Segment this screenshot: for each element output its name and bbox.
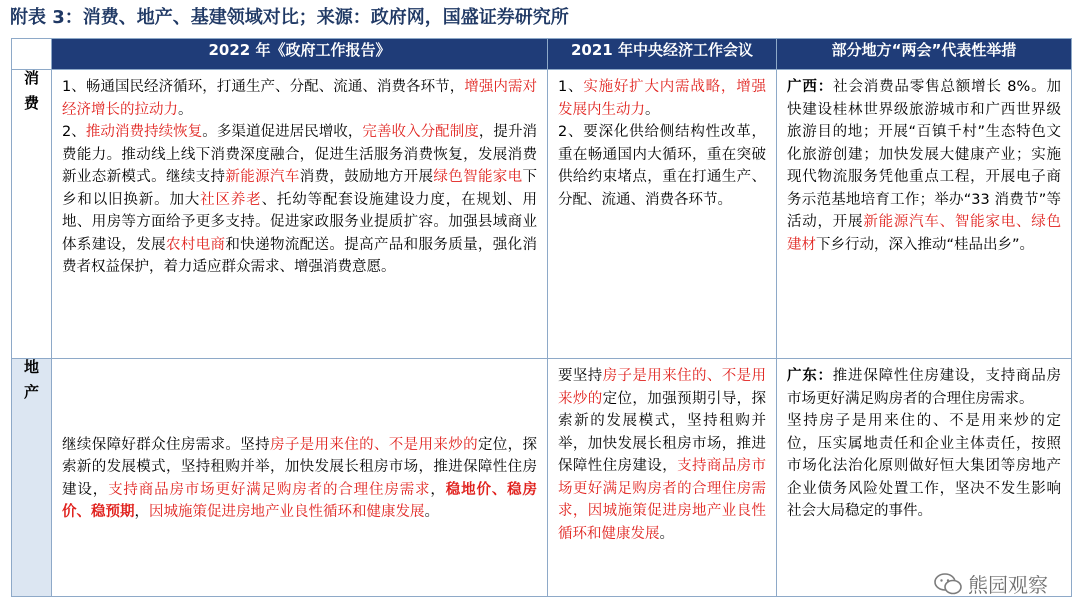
paragraph: [62, 76, 537, 121]
text-run: 推动消费持续恢复: [85, 124, 203, 140]
text-run: 支持商品房市场更好满足购房者的合理住房需求，因城施策促进房地产业良性循环和健康发展: [558, 458, 767, 542]
text-run: 农村电商: [165, 236, 226, 253]
paragraph: [558, 365, 766, 545]
table-row: [12, 70, 1072, 359]
header-cewc: 2021 年中央经济工作会议: [548, 39, 777, 70]
text-run: 房子是用来住的、不是用来炒的: [558, 368, 767, 407]
text-run: 广东：: [787, 368, 833, 384]
text-run: 社区养老: [200, 191, 262, 208]
text-run: 2、: [62, 124, 86, 140]
text-run: 因城施策促进房地产业良性循环和健康发展: [149, 504, 425, 520]
watermark-text: 熊园观察: [968, 573, 1048, 597]
text-run: 完善收入分配制度: [362, 124, 479, 140]
cell-consumption-gov-report: [52, 70, 548, 359]
text-run: 坚持房子是用来住的、不是用来炒的定位，压实属地责任和企业主体责任，按照市场化法治化原则做好恒大集团等房地产企业债务风险处置工作，坚决不发生影响社会大局稳定的事件。: [787, 413, 1061, 519]
text-run: 新能源汽车: [225, 169, 300, 185]
cell-consumption-cewc: [548, 70, 777, 359]
paragraph: [558, 121, 766, 211]
text-run: 1、畅通国民经济循环，打通生产、分配、流通、消费各环节，: [62, 79, 465, 95]
paragraph: [62, 434, 537, 524]
text-run: 实施好扩大内需战略，增强发展内生动力: [558, 79, 766, 118]
text-run: ，: [134, 504, 149, 520]
text-run: 下乡行动，深入推动“桂品出乡”。: [816, 236, 1035, 253]
text-run: 继续保障好群众住房需求。坚持: [62, 436, 270, 453]
cell-consumption-local: [777, 70, 1072, 359]
text-run: 要坚持: [558, 368, 603, 384]
text-run: 。: [645, 101, 660, 118]
text-run: 。多渠道促进居民增收，: [202, 124, 363, 140]
text-run: 。: [424, 504, 439, 520]
row-label-consumption: 消费: [12, 70, 52, 359]
row-label-property: 地产: [12, 359, 52, 597]
text-run: 稳地价、稳房价、稳预期: [62, 481, 538, 520]
paragraph: [558, 76, 766, 121]
cell-property-gov-report: [52, 359, 548, 597]
text-run: 支持商品房市场更好满足购房者的合理住房需求: [108, 481, 431, 498]
text-run: 定位，探索新的发展模式，坚持租购并举，加快发展长租房市场，推进保障性住房建设，: [62, 436, 538, 498]
text-run: 广西：: [787, 79, 834, 95]
text-run: 定位，加强预期引导，探索新的发展模式，坚持租购并举，加快发展长租房市场，推进保障性住房建设，: [558, 390, 767, 474]
text-run: 。: [178, 101, 193, 118]
text-run: 、托幼等配套设施建设力度，在规划、用地、用房等方面给予更多支持。促进家政服务业提质扩容。加强县域商业体系建设，发展: [62, 191, 538, 253]
paragraph: [787, 76, 1061, 256]
text-run: ，: [430, 481, 446, 498]
header-local: 部分地方“两会”代表性举措: [777, 39, 1072, 70]
table-title: 附表 3：消费、地产、基建领域对比；来源：政府网，国盛证券研究所: [10, 7, 569, 28]
text-run: 增强内需对经济增长的拉动力: [62, 79, 538, 118]
paragraph: [787, 410, 1061, 523]
paragraph: [787, 365, 1061, 410]
text-run: 消费，鼓励地方开展: [299, 169, 434, 185]
header-row: [12, 39, 1072, 70]
text-run: 房子是用来住的、不是用来炒的: [269, 436, 478, 453]
table-row: [12, 359, 1072, 597]
wechat-icon: [934, 573, 962, 595]
text-run: 和快递物流配送。提高产品和服务质量，强化消费者权益保护，着力适应群众需求、增强消费意愿。: [62, 236, 538, 275]
cell-property-cewc: [548, 359, 777, 597]
text-run: 社会消费品零售总额增长 8%。加快建设桂林世界级旅游城市和广西世界级旅游目的地；开展“百镇千村”生态特色文化旅游创建；加快发展大健康产业；实施现代物流服务凭他重点工程，开展电子商务示范基地培育工作；举办“33 消费节”等活动，开展: [787, 79, 1061, 230]
text-run: 下乡和以旧换新。加大: [62, 169, 538, 208]
text-run: 。: [659, 525, 674, 542]
cell-property-local: [777, 359, 1072, 597]
corner-cell: [12, 39, 52, 70]
text-run: 2、要深化供给侧结构性改革，重在畅通国内大循环，重在突破供给约束堵点，重在打通生产、分配、流通、消费各环节。: [558, 124, 766, 208]
text-run: 绿色智能家电: [433, 169, 523, 185]
paragraph: [62, 121, 537, 279]
text-run: 1、: [558, 79, 584, 95]
text-run: ，提升消费能力。推动线上线下消费深度融合，促进生活服务消费恢复，发展消费新业态新模式。继续支持: [62, 124, 538, 185]
watermark: [934, 569, 1048, 598]
text-run: 推进保障性住房建设，支持商品房市场更好满足购房者的合理住房需求。: [787, 368, 1062, 407]
text-run: 新能源汽车、智能家电、绿色建材: [787, 214, 1062, 253]
comparison-table: [11, 38, 1072, 597]
header-gov-report: 2022 年《政府工作报告》: [52, 39, 548, 70]
